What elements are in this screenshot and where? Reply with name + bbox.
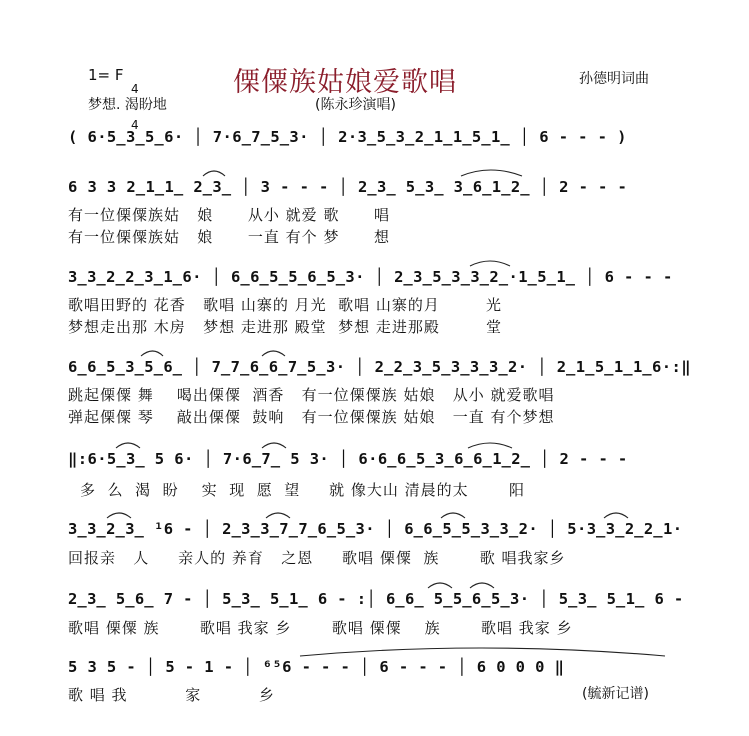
notation-row-5: ‖:6·5̲3̲ 5 6· │ 7·6̲7̲ 5 3· │ 6·6̲6̲5̲3̲6̲6̲1̲2̲ │ 2 - - - — [68, 450, 628, 468]
notation-row-2: 6 3 3 2̲1̲1̲ 2̲3̲ │ 3 - - - │ 2̲3̲ 5̲3̲ 3̲6̲1̲2̲ │ 2 - - - — [68, 178, 628, 196]
lyric-row-3-verse-1: 歌唱田野的 花香 歌唱 山寨的 月光 歌唱 山寨的月 光 — [68, 296, 503, 314]
page-title: 傈僳族姑娘爱歌唱 — [233, 67, 457, 98]
slur — [116, 443, 140, 448]
notation-row-1: ( 6·5̲3̲5̲6· │ 7·6̲7̲5̲3· │ 2·3̲5̲3̲2̲1̲1̲5̲1̲ │ 6 - - - ) — [68, 128, 627, 146]
lyric-row-7: 歌唱 傈僳 族 歌唱 我家 乡 歌唱 傈僳 族 歌唱 我家 乡 — [68, 619, 573, 637]
notation-row-7: 2̲3̲ 5̲6̲ 7 - │ 5̲3̲ 5̲1̲ 6 - :│ 6̲6̲ 5̲5̲6̲5̲3· │ 5̲3̲ 5̲1̲ 6 - — [68, 590, 684, 608]
slur — [470, 261, 510, 266]
notation-row-6: 3̲3̲2̲3̲ ¹6 - │ 2̲3̲3̲7̲7̲6̲5̲3· │ 6̲6̲5̲5̲3̲3̲2· │ 5·3̲3̲2̲2̲1· — [68, 520, 683, 538]
key-signature: 1= F — [88, 66, 124, 84]
lyric-row-5: 多 么 渴 盼 实 现 愿 望 就 像大山 清晨的太 阳 — [80, 481, 526, 499]
author-credit: 孙德明词曲 — [579, 71, 649, 87]
slur — [262, 351, 285, 356]
notation-row-4: 6̲6̲5̲3̲5̲6̲ │ 7̲7̲6̲6̲7̲5̲3· │ 2̲2̲3̲5̲3̲3̲3̲2· │ 2̲1̲5̲1̲1̲6·:‖ — [68, 358, 691, 376]
tie — [300, 648, 665, 656]
time-signature-bottom: 4 — [131, 118, 139, 132]
transcriber-credit: (毓新记谱) — [582, 686, 649, 702]
slur — [441, 513, 465, 518]
lyric-row-3-verse-2: 梦想走出那 木房 梦想 走进那 殿堂 梦想 走进那殿 堂 — [68, 318, 503, 336]
slur — [604, 513, 628, 518]
slur — [428, 583, 452, 588]
lyric-row-8: 歌 唱 我 家 乡 — [68, 686, 275, 704]
slur — [203, 171, 225, 176]
lyric-row-4-verse-1: 跳起傈僳 舞 喝出傈僳 酒香 有一位傈僳族 姑娘 从小 就爱歌唱 — [68, 386, 555, 404]
time-signature-top: 4 — [131, 82, 139, 96]
notation-row-3: 3̲3̲2̲2̲3̲1̲6· │ 6̲6̲5̲5̲6̲5̲3· │ 2̲3̲5̲3̲3̲2̲·1̲5̲1̲ │ 6 - - - — [68, 268, 673, 286]
lyric-row-2-verse-1: 有一位傈僳族姑 娘 从小 就爱 歌 唱 — [68, 206, 391, 224]
slur — [266, 513, 290, 518]
slur — [141, 351, 163, 356]
notation-row-8: 5 3 5 - │ 5 - 1 - │ ⁶⁵6 - - - │ 6 - - - │ 6 0 0 0 ‖ — [68, 658, 565, 676]
lyric-row-4-verse-2: 弹起傈僳 琴 敲出傈僳 鼓响 有一位傈僳族 姑娘 一直 有个梦想 — [68, 408, 555, 426]
slur — [461, 170, 522, 176]
slur — [468, 443, 512, 448]
slur — [107, 513, 131, 518]
slur — [262, 443, 286, 448]
lyric-row-6: 回报亲 人 亲人的 养育 之恩 歌唱 傈僳 族 歌 唱我家乡 — [68, 549, 566, 567]
tempo-marking: 梦想. 渴盼地 — [88, 97, 167, 113]
lyric-row-2-verse-2: 有一位傈僳族姑 娘 一直 有个 梦 想 — [68, 228, 391, 246]
singer-credit: (陈永珍演唱) — [315, 97, 396, 113]
slur — [470, 583, 494, 588]
